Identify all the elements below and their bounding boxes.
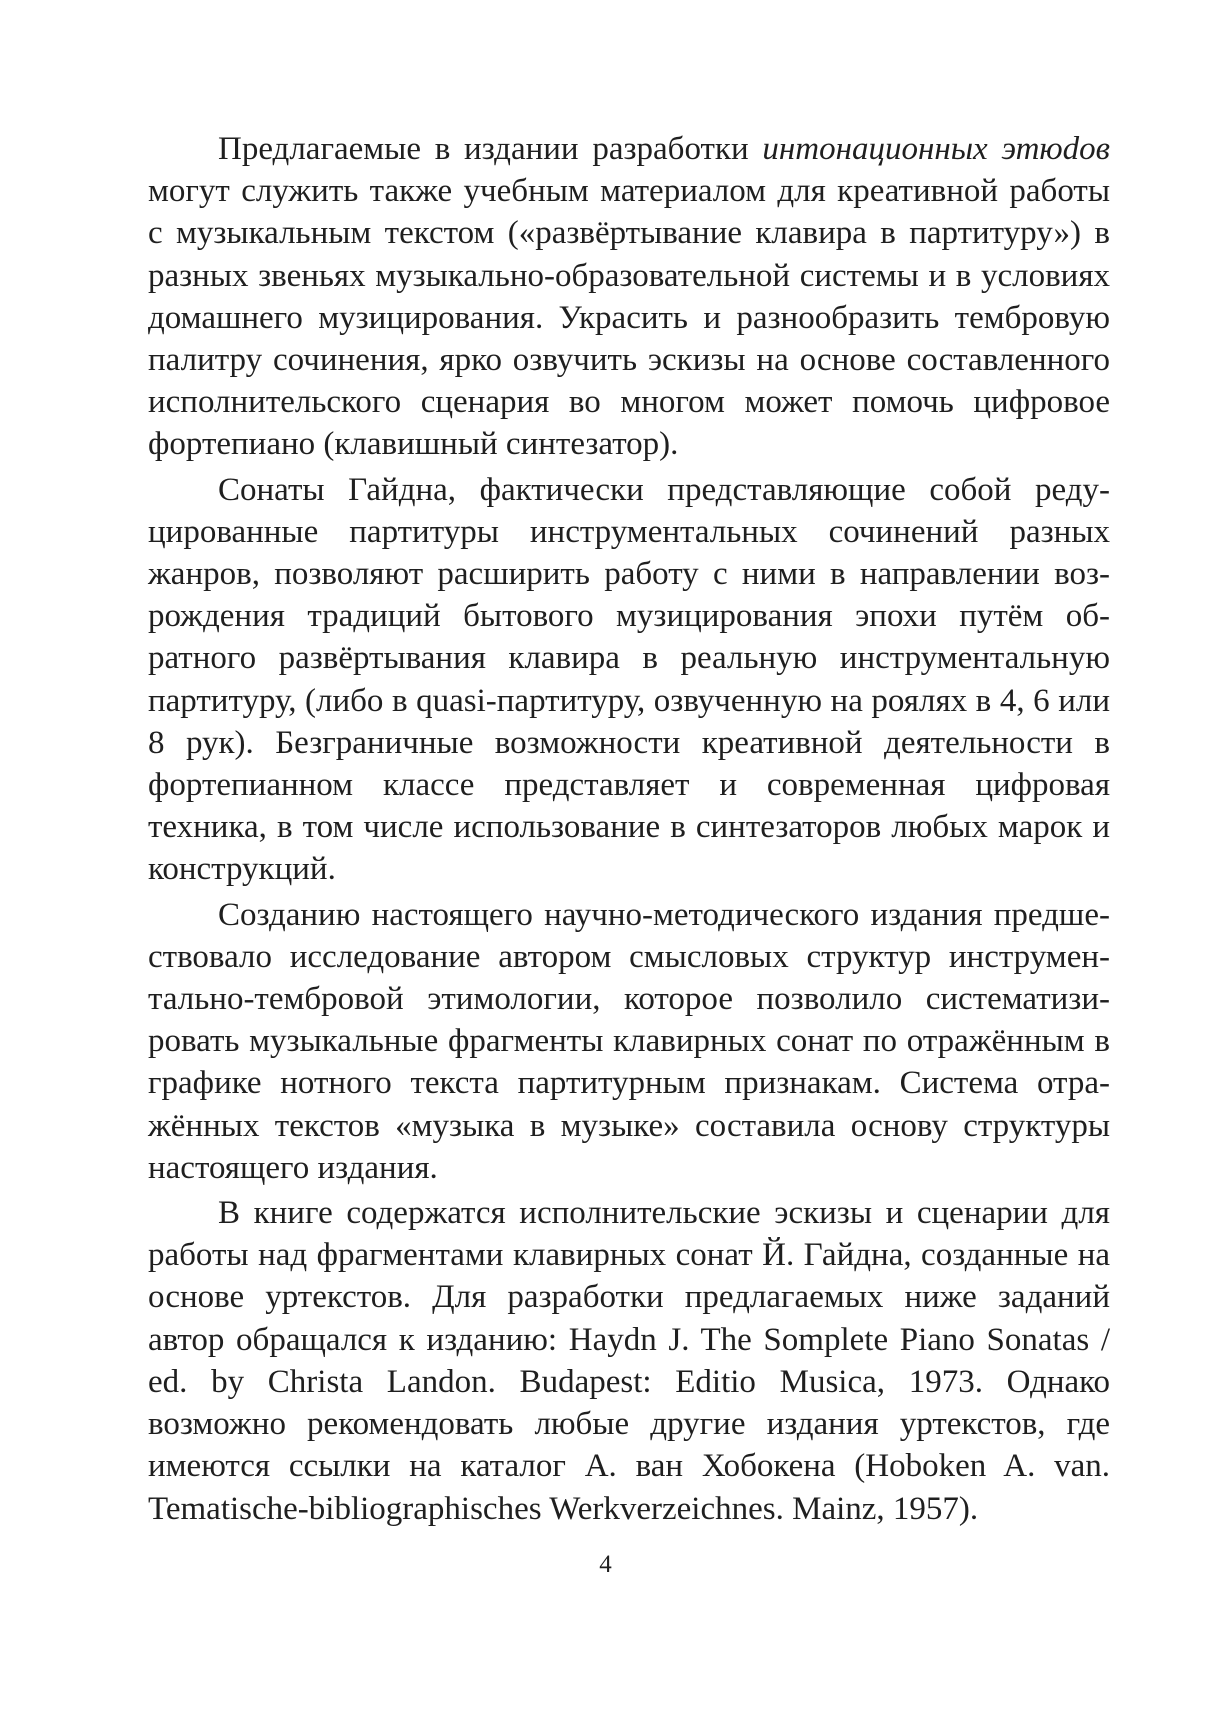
paragraph-1-lead: Предлагаемые в издании разработки [218,131,763,167]
page-number: 4 [599,1551,612,1578]
paragraph-4: В книге содержатся исполнительские эскизы и сценарии для работы над фрагментами клавирных сонат Й. Гайдна, созданные на основе уртекстов. Для разработки предлагаемых ниже заданий автор обращался к изданию: Haydn J. The Somplete Piano Sonatas / ed. by Christa Landon. Budapest: Editio Musica, 1973. Однако возможно рекомендовать любые другие издания уртекстов, где имеются ссылки на каталог А. ван Хобокена (Hoboken A. van. Tematische-bibliographisches Werkverzeichnes. Mainz, 1957). [148,1195,1110,1527]
body-text [148,128,1110,1533]
paragraph-1-rest: могут служить также учебным материалом для креативной работы с музыкальным текстом («развёртывание клавира в партитуру») в разных звеньях музыкально-образовательной системы и в условиях домашнего музицирования. Украсить и разнообразить тембровую палитру сочинения, ярко озвучить эскизы на основе составленного исполнительского сценария во многом может помочь цифровое фортепиано (клавишный синтезатор). [148,173,1110,463]
paragraph-1-italic: интонационных этюdов [762,131,1110,167]
paragraph-2: Сонаты Гайдна, фактически представляющие собой редуцированные партитуры инструментальных сочинений разных жанров, позволяют расширить работу с ними в направлении возрождения традиций бытового музицирования эпохи путём обратного развёртывания клавира в реальную инструментальную партитуру, (либо в quasi-партитуру, озвученную на роялях в 4, 6 или 8 рук). Безграничные возможности креативной деятельности в фортепианном классе представляет и современная цифровая техника, в том числе использование в синтезаторов любых марок и конструкций. [148,471,1110,888]
paragraph-3: Созданию настоящего научно-методического издания предшествовало исследование автором смысловых структур инструментально-тембровой этимологии, которое позволило систематизировать музыкальные фрагменты клавирных сонат по отражённым в графике нотного текста партитурным признакам. Система отражённых текстов «музыка в музыке» составила основу структуры настоящего издания. [148,896,1110,1186]
paragraph-1 [148,128,1110,466]
